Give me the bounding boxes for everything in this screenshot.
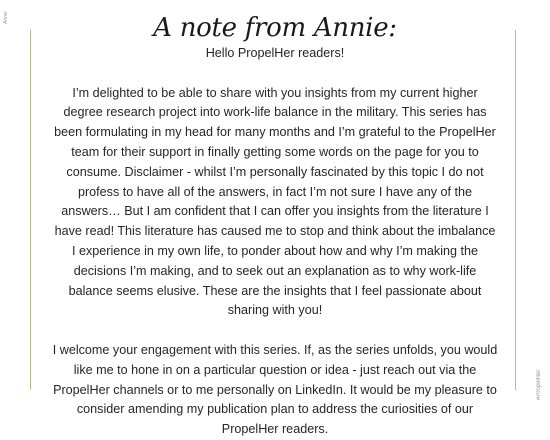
- paragraph-2: I welcome your engagement with this series. If, as the series unfolds, you would like me to hone in on a particular question or idea - just reach out via the PropelHer channels or to me personally on LinkedIn. It would be my pleasure to consider amending my publication plan to address the curiosities of our PropelHer readers.: [52, 342, 498, 437]
- left-border-rule: [30, 30, 31, 390]
- note-body: [52, 44, 498, 440]
- side-text-left: Annie: [3, 11, 9, 24]
- page-title: A note from Annie:: [153, 13, 397, 44]
- right-border-rule: [515, 30, 516, 390]
- paragraph-1: I’m delighted to be able to share with you insights from my current higher degree research project into work-life balance in the military. This series has been formulating in my head for many months and I’m grateful to the PropelHer team for their support in finally getting some words on the page for you to consume. Disclaimer - whilst I’m personally fascinated by this topic I do not profess to have all of the answers, in fact I’m not sure I have any of the answers… But I am confident that I can offer you insights from the literature I have read! This literature has caused me to stop and think about the imbalance I experience in my own life, to ponder about how and why I’m making the decisions I’m making, and to seek out an explanation as to why work-life balance seems elusive. These are the insights that I feel passionate about sharing with you!: [54, 85, 496, 318]
- side-text-right: #PropelHer: [536, 369, 542, 400]
- greeting: Hello PropelHer readers!: [205, 46, 345, 60]
